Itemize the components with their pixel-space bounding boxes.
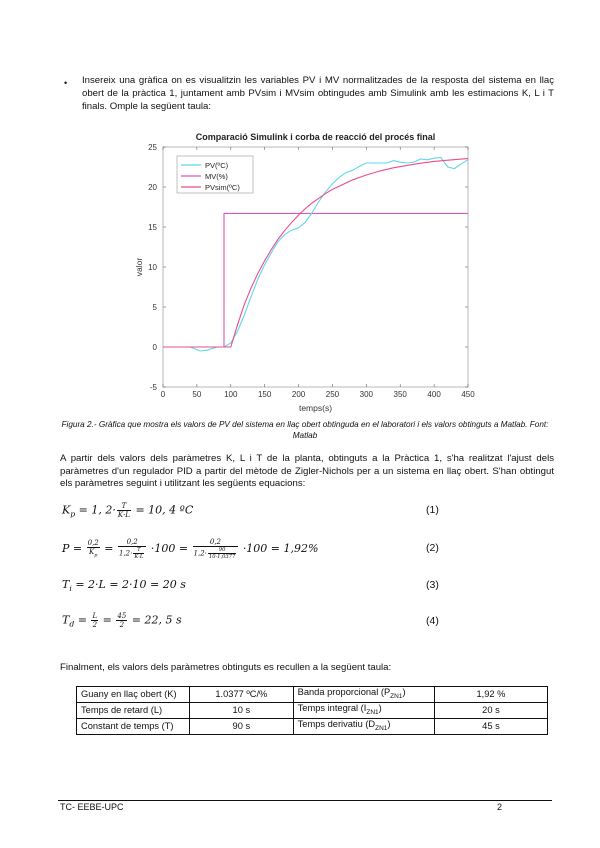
table-cell: 1,92 % [434, 687, 547, 703]
equation-1: $K_p = 1$, 2· $\frac{T}{K\cdot L}$ = 10, 4 ºC [62, 502, 194, 519]
x-tick-label: 250 [325, 390, 340, 399]
y-tick-label: -5 [149, 383, 157, 392]
equation-4: $T_d$ = $\frac{L}{2}$ = $\frac{45}{2}$ = 22, 5 s [62, 612, 182, 629]
figure-caption: Figura 2.- Gràfica que mostra els valors de PV del sistema en llaç obert obtinguda en el laboratori i els valors obtinguts a Matlab. Font: Matlab [61, 420, 549, 440]
y-tick-label: 25 [148, 143, 157, 152]
table-cell: 10 s [190, 702, 294, 718]
x-tick-label: 100 [224, 390, 238, 399]
chart-title: Comparació Simulink i corba de reacció del procés final [195, 132, 436, 142]
footer-rule [58, 800, 552, 801]
equation-4-number: (4) [426, 615, 439, 627]
page-number: 2 [497, 802, 503, 812]
reaction-curve-chart [130, 126, 490, 416]
legend-entry: MV(%) [205, 172, 228, 181]
x-tick-label: 200 [291, 390, 306, 399]
footer-label: TC- EEBE-UPC [60, 802, 124, 812]
body-paragraph: A partir dels valors dels paràmetres K, L i T de la planta, obtinguts a la Pràctica 1, s'ha realitzat l'ajust dels paràmetres d'un regulador PID a partir del mètode de Zigler-Nichols per a un sistema en llaç obert. S'han obtingut els paràmetres seguint i utilitzant les següents equacions: [60, 453, 554, 490]
table-cell: 1.0377 ºC/% [190, 687, 294, 703]
y-tick-label: 0 [152, 343, 157, 352]
table-cell: 45 s [434, 718, 547, 734]
equation-3: $T_i = 2\cdot L = 2\cdot 10 = 20$ s [62, 578, 186, 594]
table-cell: 90 s [190, 718, 294, 734]
table-cell: Guany en llaç obert (K) [77, 687, 190, 703]
x-tick-label: 350 [393, 390, 407, 399]
y-tick-label: 20 [148, 183, 157, 192]
table-row [77, 718, 548, 734]
y-tick-label: 5 [152, 303, 157, 312]
y-tick-label: 10 [148, 263, 157, 272]
table-cell: Temps integral $(I_{ZN1})$ [293, 702, 434, 718]
x-tick-label: 150 [257, 390, 272, 399]
x-axis-label: temps(s) [298, 403, 333, 413]
table-cell: Constant de temps (T) [77, 718, 190, 734]
equation-1-number: (1) [426, 504, 439, 516]
equation-3-number: (3) [426, 579, 439, 591]
y-axis-label: valor [134, 257, 144, 277]
table-cell: 20 s [434, 702, 547, 718]
table-row [77, 702, 548, 718]
table-cell: Temps derivatiu $(D_{ZN1})$ [293, 718, 434, 734]
table-cell: Banda proporcional $(P_{ZN1})$ [293, 687, 434, 703]
equation-2-number: (2) [426, 542, 439, 554]
bullet-point: • [64, 78, 68, 88]
y-tick-label: 15 [148, 223, 157, 232]
x-tick-label: 300 [359, 390, 374, 399]
x-tick-label: 50 [192, 390, 202, 399]
x-tick-label: 0 [160, 390, 166, 399]
legend-entry: PV(ºC) [205, 161, 229, 170]
bullet-text: Insereix una gràfica on es visualitzin les variables PV i MV normalitzades de la resposta del sistema en llaç obert de la pràctica 1, juntament amb PVsim i MVsim obtingudes amb Simulink amb les estimacions K, L i T finals. Omple la següent taula: [82, 75, 554, 113]
legend-entry: PVsim(ºC) [205, 183, 240, 192]
table-cell: Temps de retard (L) [77, 702, 190, 718]
x-tick-label: 450 [461, 390, 475, 399]
parameters-table [76, 686, 548, 735]
table-row [77, 687, 548, 703]
equation-2: P = $\frac{0,2}{K_p}$ = 0,2 1,2· $\frac{T}{K\cdot L}$ ·100 = 0,2 1,2· $\frac{90}{10\cdot 1,0377}$ ·100 = 1,92% [62, 538, 319, 560]
x-tick-label: 400 [427, 390, 441, 399]
final-text: Finalment, els valors dels paràmetres obtinguts es recullen a la següent taula: [60, 662, 392, 673]
